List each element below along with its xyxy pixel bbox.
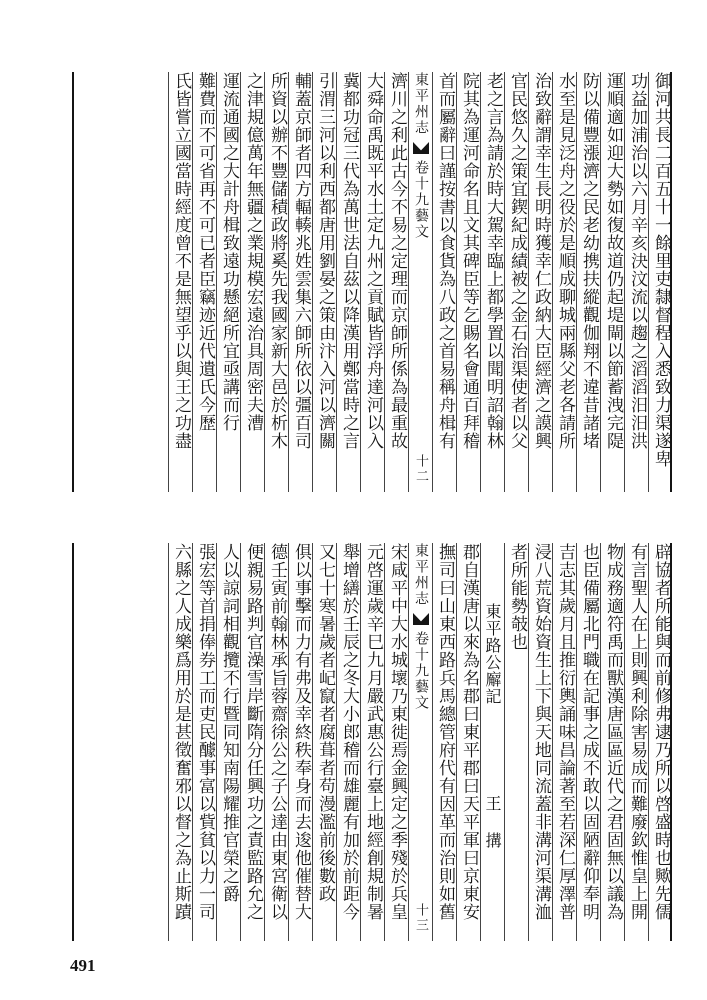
text-column: 氏皆嘗立國當時經度曾不是無望乎以與王之功盡 [168, 72, 192, 492]
text-column: 德壬寅前翰林承旨蓉齋徐公之子公達由東宮衛以 [264, 543, 288, 941]
text-column: 難費而不可省再不可已者臣竊迹近代遺氏今歷 [192, 72, 216, 492]
text-column: 者所能勢攲也 [504, 543, 528, 941]
page-number: 491 [70, 956, 96, 975]
text-column: 物成務適符禹而獸漢唐區區近代之君固無以議為 [600, 543, 624, 941]
page-header-band [408, 543, 432, 941]
text-column: 有言聖人在上則興利除害易成而難廢欽惟皇上開 [624, 543, 648, 941]
text-column: 輔蓋京師者四方輻輳兆姓雲集六師所依以彊百司 [288, 72, 312, 492]
fish-tail-mark-icon [413, 142, 429, 154]
text-column: 也臣備屬北門職在記事之成不敢以固陋辭仰奉明 [576, 543, 600, 941]
text-column: 濟川之利此古今不易之定理而京師所係為最重故 [384, 72, 408, 492]
fish-tail-mark-icon [413, 613, 429, 625]
top-text-block [72, 72, 672, 492]
text-column: 御河共長二百五十一餘里吏隸督程入悉致力渠遂卑 [648, 72, 672, 492]
text-column: 郡自漢唐以來為名郡曰東平郡曰天平軍曰京東安 [456, 543, 480, 941]
folio-number: 十二 [413, 454, 428, 484]
text-column: 宋咸平中大水城壞乃東徙焉金興定之季殘於兵皇 [384, 543, 408, 941]
text-column: 舉增繕於壬辰之冬大小郎稽而雄麗有加於前距今 [336, 543, 360, 941]
text-column: 功益加浦治以六月辛亥決汶流以趨之滔滔汨汨洪 [624, 72, 648, 492]
text-column: 水至是見泛舟之役於是順成聊城兩縣父老各請所 [552, 72, 576, 492]
text-column: 元啓運歲辛巳九月嚴武惠公行臺上地經創規制暑 [360, 543, 384, 941]
text-column: 運順適如迎大勢如復故道仍起堤閘以節蓄洩完隄 [600, 72, 624, 492]
text-column: 人以諒詞相觀攬不行暨同知南陽耀推官榮之爵 [216, 543, 240, 941]
text-column: 俱以事擊而力有弗及幸終秩奉身而去逡他催替大 [288, 543, 312, 941]
text-column: 首而屬辭曰謹按書以食貨為八政之首易稱舟楫有 [432, 72, 456, 492]
essay-heading [480, 543, 504, 941]
gazetteer-title: 東平州志 [413, 543, 429, 607]
text-column: 治致辭謂幸生長明時獲幸仁政納大臣經濟之謨興 [528, 72, 552, 492]
text-column: 之津規億萬年無疆之業規模宏遠治具周密夫漕 [240, 72, 264, 492]
text-column: 張宏等首捐俸券工而吏民醵事富以貲貧以力一司 [192, 543, 216, 941]
frame-left-border [72, 72, 74, 492]
text-column: 便親易路判官澡雪岸斷隋分任興功之責監路允之 [240, 543, 264, 941]
text-column: 引渭三河以利西都唐用劉晏之策由汴入河以濟關 [312, 72, 336, 492]
page-header-band [408, 72, 432, 492]
text-column: 所資以辦不豐儲積政將奚先我國家新大邑於析木 [264, 72, 288, 492]
text-column: 撫司曰山東西路兵馬總管府代有因革而治則如舊 [432, 543, 456, 941]
essay-title: 東平路公廨記 [483, 603, 502, 705]
text-column: 又七十寒暑歲者屺竄者腐葺者苟漫濫前後數政 [312, 543, 336, 941]
text-column: 六縣之人成樂爲用於是甚徵奮邪以督之為止斯蹟 [168, 543, 192, 941]
text-column: 防以備豐漲濟之民老幼携扶縱觀伽翔不違昔諸堵 [576, 72, 600, 492]
volume-section: 卷十九藝文 [413, 631, 429, 711]
text-column: 院其為運河命名且文其碑臣等乞賜名會通百拜稽 [456, 72, 480, 492]
text-column: 大舜命禹既平水土定九州之貢賦皆浮舟達河以入 [360, 72, 384, 492]
gazetteer-title: 東平州志 [413, 72, 429, 136]
folio-number: 十三 [413, 903, 428, 933]
text-column: 冀都功冠三代為萬世法自茲以降漢用鄭當時之言 [336, 72, 360, 492]
text-column: 浸八荒資始資生上下與天地同流蓋非溝河渠溝洫 [528, 543, 552, 941]
text-column: 老之言為請於時大駕幸臨上都學置以聞明詔翰林 [480, 72, 504, 492]
text-column: 辟協者所能與而前修弗逮乃所以啓盛時也歟先儒 [648, 543, 672, 941]
volume-section: 卷十九藝文 [413, 160, 429, 240]
text-column: 官民悠久之策宜鍥紀成績被之金石治渠使者以父 [504, 72, 528, 492]
text-column: 運流通國之大計舟楫致遠功懸絕所宜亟講而行 [216, 72, 240, 492]
bottom-text-block [72, 543, 672, 941]
frame-left-border [72, 543, 74, 941]
essay-author: 王 搆 [483, 795, 502, 849]
text-column: 吉志其歲月且推衍輿誦味昌論著至若深仁厚澤普 [552, 543, 576, 941]
